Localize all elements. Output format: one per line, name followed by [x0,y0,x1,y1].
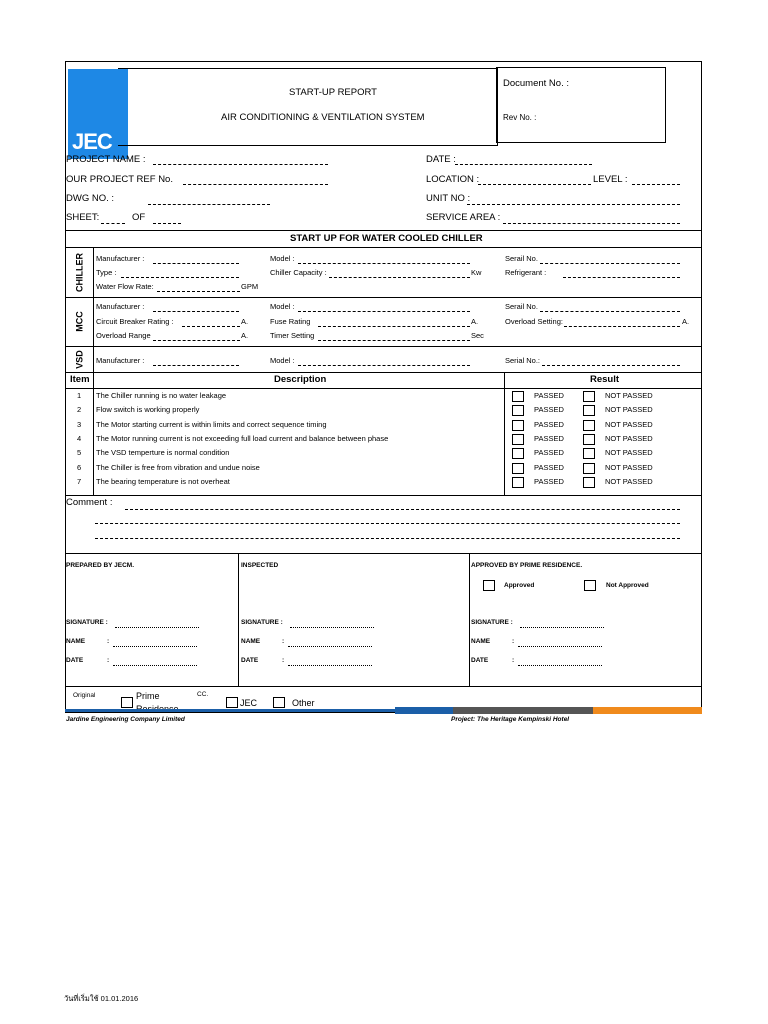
refrigerant-label: Refrigerant : [505,268,547,277]
report-subtitle: AIR CONDITIONING & VENTILATION SYSTEM [221,112,425,123]
signature-line [520,627,604,628]
overload-range-line [153,340,240,341]
footer-bar-blue-2 [395,707,453,714]
company-name: Jardine Engineering Company Limited [66,716,185,723]
project-footer: Project: The Heritage Kempinski Hotel [451,716,570,723]
row-item-number: 2 [77,405,82,414]
location-line [478,184,591,185]
col-desc-header: Description [274,374,327,385]
section-bottom-rule [65,247,702,248]
name-line [113,646,197,647]
vsd-model-line [298,365,470,366]
name-label: NAME [241,638,261,645]
signature-label: SIGNATURE : [471,619,513,626]
sheet-label: SHEET: [66,212,100,223]
prepared-by-label: PREPARED BY JECM. [66,562,135,569]
name-line [288,646,372,647]
approved-option-label: Approved [504,582,535,589]
vsd-label: VSD [74,350,85,369]
not-passed-checkbox[interactable] [583,477,595,488]
service-area-label: SERVICE AREA : [426,212,501,223]
signature-line [115,627,199,628]
unit-no-line [467,204,680,205]
col-item-header: Item [70,374,90,385]
mcc-serial-line [540,311,680,312]
not-passed-checkbox[interactable] [583,420,595,431]
not-passed-label: NOT PASSED [605,463,653,472]
not-passed-checkbox[interactable] [583,463,595,474]
row-description: The Motor running current is not exceeding full load current and balance between phase [96,434,389,443]
kw-unit: Kw [471,268,482,277]
chiller-model-label: Model : [270,254,295,263]
passed-label: PASSED [534,463,564,472]
row-description: Flow switch is working properly [96,405,200,414]
other-label: Other [292,698,315,708]
row-item-number: 5 [77,448,82,457]
overload-setting-unit: A. [682,317,690,326]
date-label: DATE : [426,154,456,165]
name-label: NAME [471,638,491,645]
date-line [518,665,602,666]
prime-label: Prime [136,691,160,701]
name-line [518,646,602,647]
signature-label: SIGNATURE : [66,619,108,626]
signoff-divider-1 [238,553,239,686]
mcc-label: MCC [74,311,85,332]
date-colon: : [107,657,110,664]
comment-bottom-rule [65,553,702,554]
signoff-divider-2 [469,553,470,686]
passed-checkbox[interactable] [512,391,524,402]
table-result-divider [504,372,505,495]
passed-label: PASSED [534,420,564,429]
row-description: The Chiller running is no water leakage [96,391,227,400]
logo-text: JEC [72,129,112,154]
not-passed-checkbox[interactable] [583,434,595,445]
row-description: The bearing temperature is not overheat [96,477,230,486]
jec-label: JEC [240,698,258,708]
row-item-number: 4 [77,434,82,443]
vsd-serial-label: Serial No.: [505,356,541,365]
footer-bar-orange [593,707,702,714]
comment-line-1 [125,509,680,510]
row-description: The Motor starting current is within limits and correct sequence timing [96,420,327,429]
not-passed-label: NOT PASSED [605,420,653,429]
date-label: DATE [471,657,489,664]
mcc-model-line [298,311,470,312]
comment-line-3 [95,538,680,539]
vsd-serial-line [542,365,680,366]
overload-range-label: Overload Range [96,331,151,340]
not-passed-label: NOT PASSED [605,405,653,414]
passed-label: PASSED [534,405,564,414]
level-line [632,184,680,185]
dwg-no-label: DWG NO. : [66,193,115,204]
gpm-unit: GPM [241,282,259,291]
breaker-line [182,326,240,327]
timer-unit: Sec [471,331,484,340]
passed-checkbox[interactable] [512,477,524,488]
passed-label: PASSED [534,477,564,486]
chiller-capacity-label: Chiller Capacity : [270,268,327,277]
row-item-number: 3 [77,420,82,429]
of-line [153,223,181,224]
not-passed-checkbox[interactable] [583,391,595,402]
passed-checkbox[interactable] [512,463,524,474]
jec-checkbox[interactable] [226,697,238,708]
passed-checkbox[interactable] [512,448,524,459]
chiller-type-label: Type : [96,268,117,277]
fuse-unit: A. [471,317,479,326]
row-item-number: 7 [77,477,82,486]
cc-label: CC. [197,691,209,698]
overload-setting-line [564,326,680,327]
chiller-bottom-rule [65,297,702,298]
timer-line [318,340,470,341]
report-title: START-UP REPORT [289,87,377,98]
date-line [455,164,592,165]
rev-no-label: Rev No. : [503,113,537,122]
timer-label: Timer Setting [270,331,315,340]
not-approved-option-label: Not Approved [606,582,649,589]
project-name-line [153,164,328,165]
name-colon: : [107,638,110,645]
comment-line-2 [95,523,680,524]
row-item-number: 1 [77,391,82,400]
passed-label: PASSED [534,434,564,443]
chiller-capacity-line [329,277,470,278]
footer-bar-gray [453,707,593,714]
date-line [288,665,372,666]
mcc-serial-label: Serail No. [505,302,538,311]
service-area-line [503,223,680,224]
original-label: Original [73,692,96,699]
fuse-label: Fuse Rating [270,317,311,326]
breaker-label: Circuit Breaker Rating : [96,317,174,326]
header-title-box [118,68,498,146]
date-line [113,665,197,666]
name-colon: : [282,638,285,645]
passed-checkbox[interactable] [512,420,524,431]
mcc-bottom-rule [65,346,702,347]
chiller-model-line [298,263,470,264]
mcc-manufacturer-label: Manufacturer : [96,302,145,311]
not-passed-label: NOT PASSED [605,434,653,443]
label-column-divider [93,247,94,372]
date-colon: : [282,657,285,664]
chiller-manufacturer-line [153,263,239,264]
table-item-divider [93,372,94,495]
section-title: START UP FOR WATER COOLED CHILLER [290,233,483,244]
chiller-manufacturer-label: Manufacturer : [96,254,145,263]
chiller-label: CHILLER [74,253,85,292]
row-description: The VSD temperture is normal condition [96,448,230,457]
prime-residence-checkbox[interactable] [121,697,133,708]
approved-by-label: APPROVED BY PRIME RESIDENCE. [471,562,583,569]
document-no-label: Document No. : [503,78,569,89]
not-passed-label: NOT PASSED [605,477,653,486]
name-label: NAME [66,638,86,645]
unit-no-label: UNIT NO : [426,193,471,204]
vsd-model-label: Model : [270,356,295,365]
our-ref-label: OUR PROJECT REF No. [66,174,173,185]
mcc-model-label: Model : [270,302,295,311]
not-passed-label: NOT PASSED [605,448,653,457]
signoff-bottom-rule [65,686,702,687]
passed-label: PASSED [534,391,564,400]
vsd-manufacturer-label: Manufacturer : [96,356,145,365]
sheet-line [101,223,125,224]
chiller-serial-label: Serail No. [505,254,538,263]
col-result-header: Result [590,374,620,385]
not-passed-label: NOT PASSED [605,391,653,400]
inspected-label: INSPECTED [241,562,279,569]
row-item-number: 6 [77,463,82,472]
breaker-unit: A. [241,317,249,326]
location-label: LOCATION : [426,174,480,185]
dwg-no-line [148,204,270,205]
of-label: OF [132,212,146,223]
not-passed-checkbox[interactable] [583,448,595,459]
our-ref-line [183,184,328,185]
not-passed-checkbox[interactable] [583,405,595,416]
overload-setting-label: Overload Setting: [505,317,563,326]
approved-checkbox[interactable] [483,580,495,591]
fuse-line [318,326,470,327]
overload-range-unit: A. [241,331,249,340]
date-label: DATE [241,657,259,664]
form-frame [65,61,702,713]
mcc-manufacturer-line [153,311,239,312]
effective-date-stamp: วันที่เริ่มใช้ 01.01.2016 [64,994,139,1003]
name-colon: : [512,638,515,645]
passed-checkbox[interactable] [512,405,524,416]
signature-line [290,627,374,628]
vsd-manufacturer-line [153,365,239,366]
date-colon: : [512,657,515,664]
comment-label: Comment : [66,497,113,508]
vsd-bottom-rule [65,372,702,373]
not-approved-checkbox[interactable] [584,580,596,591]
other-checkbox[interactable] [273,697,285,708]
signature-label: SIGNATURE : [241,619,283,626]
chiller-serial-line [540,263,680,264]
water-flow-label: Water Flow Rate: [96,282,154,291]
passed-label: PASSED [534,448,564,457]
refrigerant-line [563,277,680,278]
row-description: The Chiller is free from vibration and undue noise [96,463,260,472]
level-label: LEVEL : [593,174,628,185]
footer-bar-blue-1 [65,709,395,712]
water-flow-line [157,291,240,292]
date-label: DATE [66,657,84,664]
table-bottom-rule [65,495,702,496]
passed-checkbox[interactable] [512,434,524,445]
section-top-rule [65,230,702,231]
project-name-label: PROJECT NAME : [66,154,146,165]
table-header-rule [65,388,702,389]
chiller-type-line [121,277,239,278]
